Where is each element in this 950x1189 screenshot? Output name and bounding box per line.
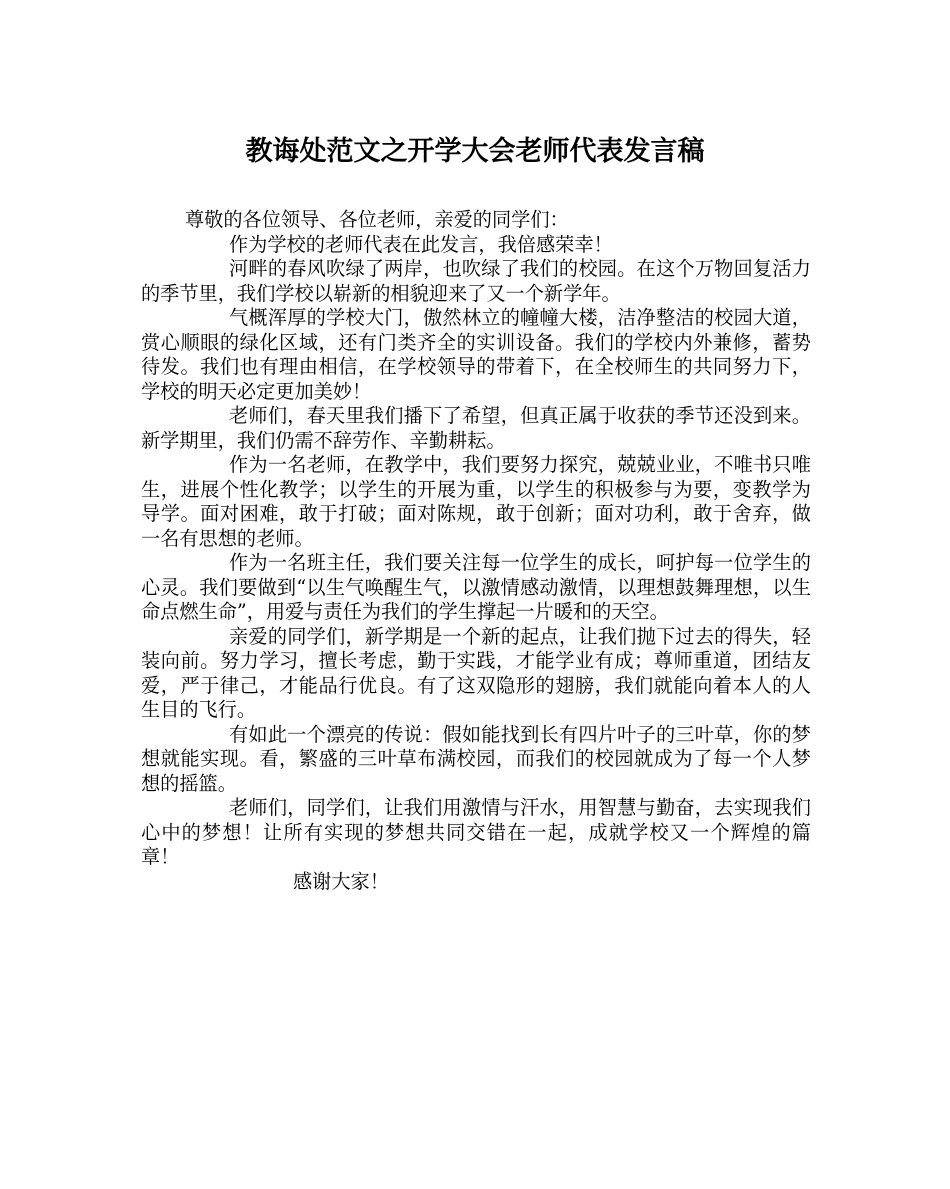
- paragraph-5: 作为一名老师，在教学中，我们要努力探究，兢兢业业，不唯书只唯生，进展个性化教学；以学生的开展为重，以学生的积极参与为要，变教学为导学。面对困难，敢于打破；面对陈规，敢于创新；面对功利，敢于舍弃，做一名有思想的老师。: [141, 453, 811, 550]
- paragraph-2: 河畔的春风吹绿了两岸，也吹绿了我们的校园。在这个万物回复活力的季节里，我们学校以崭新的相貌迎来了又一个新学年。: [141, 257, 811, 305]
- paragraph-4: 老师们，春天里我们播下了希望，但真正属于收获的季节还没到来。新学期里，我们仍需不辞劳作、辛勤耕耘。: [141, 404, 811, 452]
- paragraph-7: 亲爱的同学们，新学期是一个新的起点，让我们抛下过去的得失，轻装向前。努力学习，擅长考虑，勤于实践，才能学业有成；尊师重道，团结友爱，严于律己，才能品行优良。有了这双隐形的翅膀，我们就能向着本人的人生目的飞行。: [141, 624, 811, 721]
- document-body: [141, 208, 811, 894]
- paragraph-9: 老师们，同学们，让我们用激情与汗水，用智慧与勤奋，去实现我们心中的梦想！让所有实现的梦想共同交错在一起，成就学校又一个辉煌的篇章！: [141, 796, 811, 868]
- closing-line: 感谢大家！: [293, 869, 389, 893]
- paragraph-8: 有如此一个漂亮的传说：假如能找到长有四片叶子的三叶草，你的梦想就能实现。看，繁盛的三叶草布满校园，而我们的校园就成为了每一个人梦想的摇篮。: [141, 722, 811, 795]
- paragraph-3: 气概浑厚的学校大门，傲然林立的幢幢大楼，洁净整洁的校园大道，赏心顺眼的绿化区域，还有门类齐全的实训设备。我们的学校内外兼修，蓄势待发。我们也有理由相信，在学校领导的带着下，在全校师生的共同努力下，学校的明天必定更加美妙！: [141, 306, 811, 403]
- greeting-line: 尊敬的各位领导、各位老师，亲爱的同学们：: [185, 208, 569, 231]
- paragraph-6: 作为一名班主任，我们要关注每一位学生的成长，呵护每一位学生的心灵。我们要做到“以生气唤醒生气，以激情感动激情，以理想鼓舞理想，以生命点燃生命”，用爱与责任为我们的学生撑起一片暖和的天空。: [141, 551, 811, 623]
- paragraph-1: 作为学校的老师代表在此发言，我倍感荣幸！: [229, 232, 613, 256]
- document-title: 教诲处范文之开学大会老师代表发言稿: [245, 136, 705, 167]
